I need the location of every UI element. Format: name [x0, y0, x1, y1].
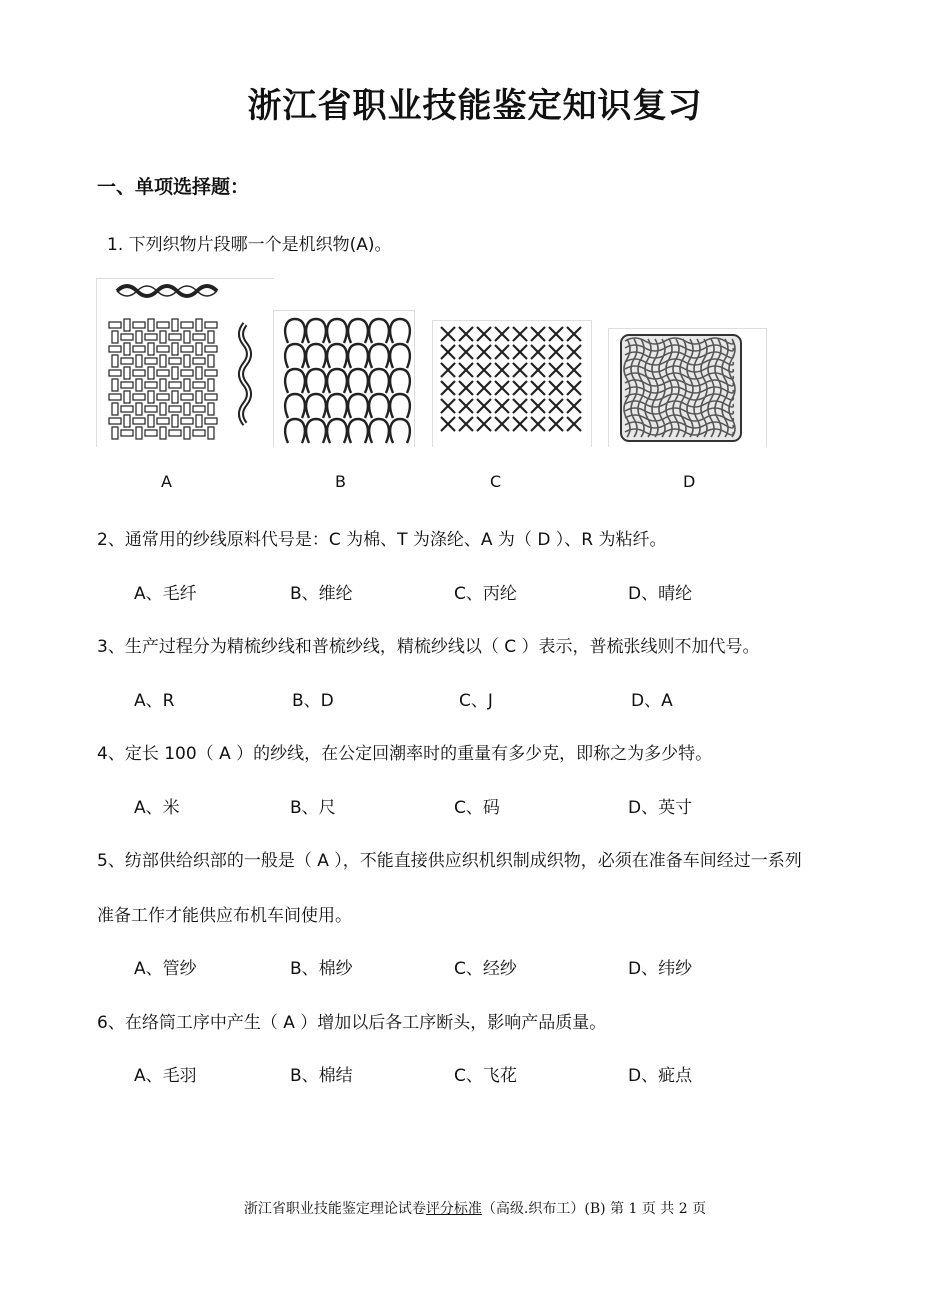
option-d: D、英寸 [628, 798, 693, 818]
question-4-text: 4、定长 100（ A ）的纱线，在公定回潮率时的重量有多少克，即称之为多少特。 [97, 744, 713, 764]
option-b: B、D [292, 691, 334, 711]
braided-mesh-diagram-icon [432, 320, 592, 447]
option-d: D、疵点 [628, 1066, 693, 1086]
option-c: C、经纱 [454, 959, 517, 979]
option-c: C、J [459, 691, 493, 711]
question-2-text: 2、通常用的纱线原料代号是：C 为棉、T 为涤纶、A 为（ D ）、R 为粘纤。 [97, 530, 667, 550]
page-footer [0, 1198, 950, 1218]
option-c: C、丙纶 [454, 584, 517, 604]
page-title: 浙江省职业技能鉴定知识复习 [247, 86, 703, 126]
question-1-text: 1. 下列织物片段哪一个是机织物(A)。 [107, 235, 392, 255]
option-b: B、维纶 [290, 584, 353, 604]
question-5-text-line2: 准备工作才能供应布机车间使用。 [97, 906, 352, 926]
option-b: B、尺 [290, 798, 336, 818]
woven-fabric-diagram-icon [96, 278, 274, 447]
option-c: C、飞花 [454, 1066, 517, 1086]
footer-suffix: （高级.织布工）(B) 第 1 页 共 2 页 [481, 1201, 707, 1217]
option-d: D、晴纶 [628, 584, 693, 604]
option-c: C、码 [454, 798, 500, 818]
figure-label-d: D [683, 472, 696, 491]
figure-label-a: A [161, 472, 172, 491]
footer-prefix: 浙江省职业技能鉴定理论试卷 [243, 1201, 426, 1217]
option-a: A、管纱 [134, 959, 197, 979]
option-d: D、纬纱 [628, 959, 693, 979]
question-3-text: 3、生产过程分为精梳纱线和普梳纱线，精梳纱线以（ C ）表示，普梳张线则不加代号。 [97, 637, 760, 657]
question-5-text: 5、纺部供给织部的一般是（ A ），不能直接供应织机织制成织物，必须在准备车间经过一系列 [97, 851, 802, 871]
option-a: A、毛纤 [134, 584, 197, 604]
footer-underlined: 评分标准 [425, 1201, 482, 1217]
knitted-loop-fabric-diagram-icon [273, 310, 415, 447]
option-d: D、A [631, 691, 673, 711]
figure-label-c: C [490, 472, 502, 491]
option-a: A、R [134, 691, 175, 711]
option-a: A、毛羽 [134, 1066, 197, 1086]
nonwoven-texture-diagram-icon [608, 328, 767, 447]
section-heading: 一、单项选择题： [97, 176, 250, 198]
option-b: B、棉纱 [290, 959, 353, 979]
option-b: B、棉结 [290, 1066, 353, 1086]
question-6-text: 6、在络筒工序中产生（ A ）增加以后各工序断头，影响产品质量。 [97, 1013, 607, 1033]
figure-label-b: B [335, 472, 346, 491]
option-a: A、米 [134, 798, 180, 818]
